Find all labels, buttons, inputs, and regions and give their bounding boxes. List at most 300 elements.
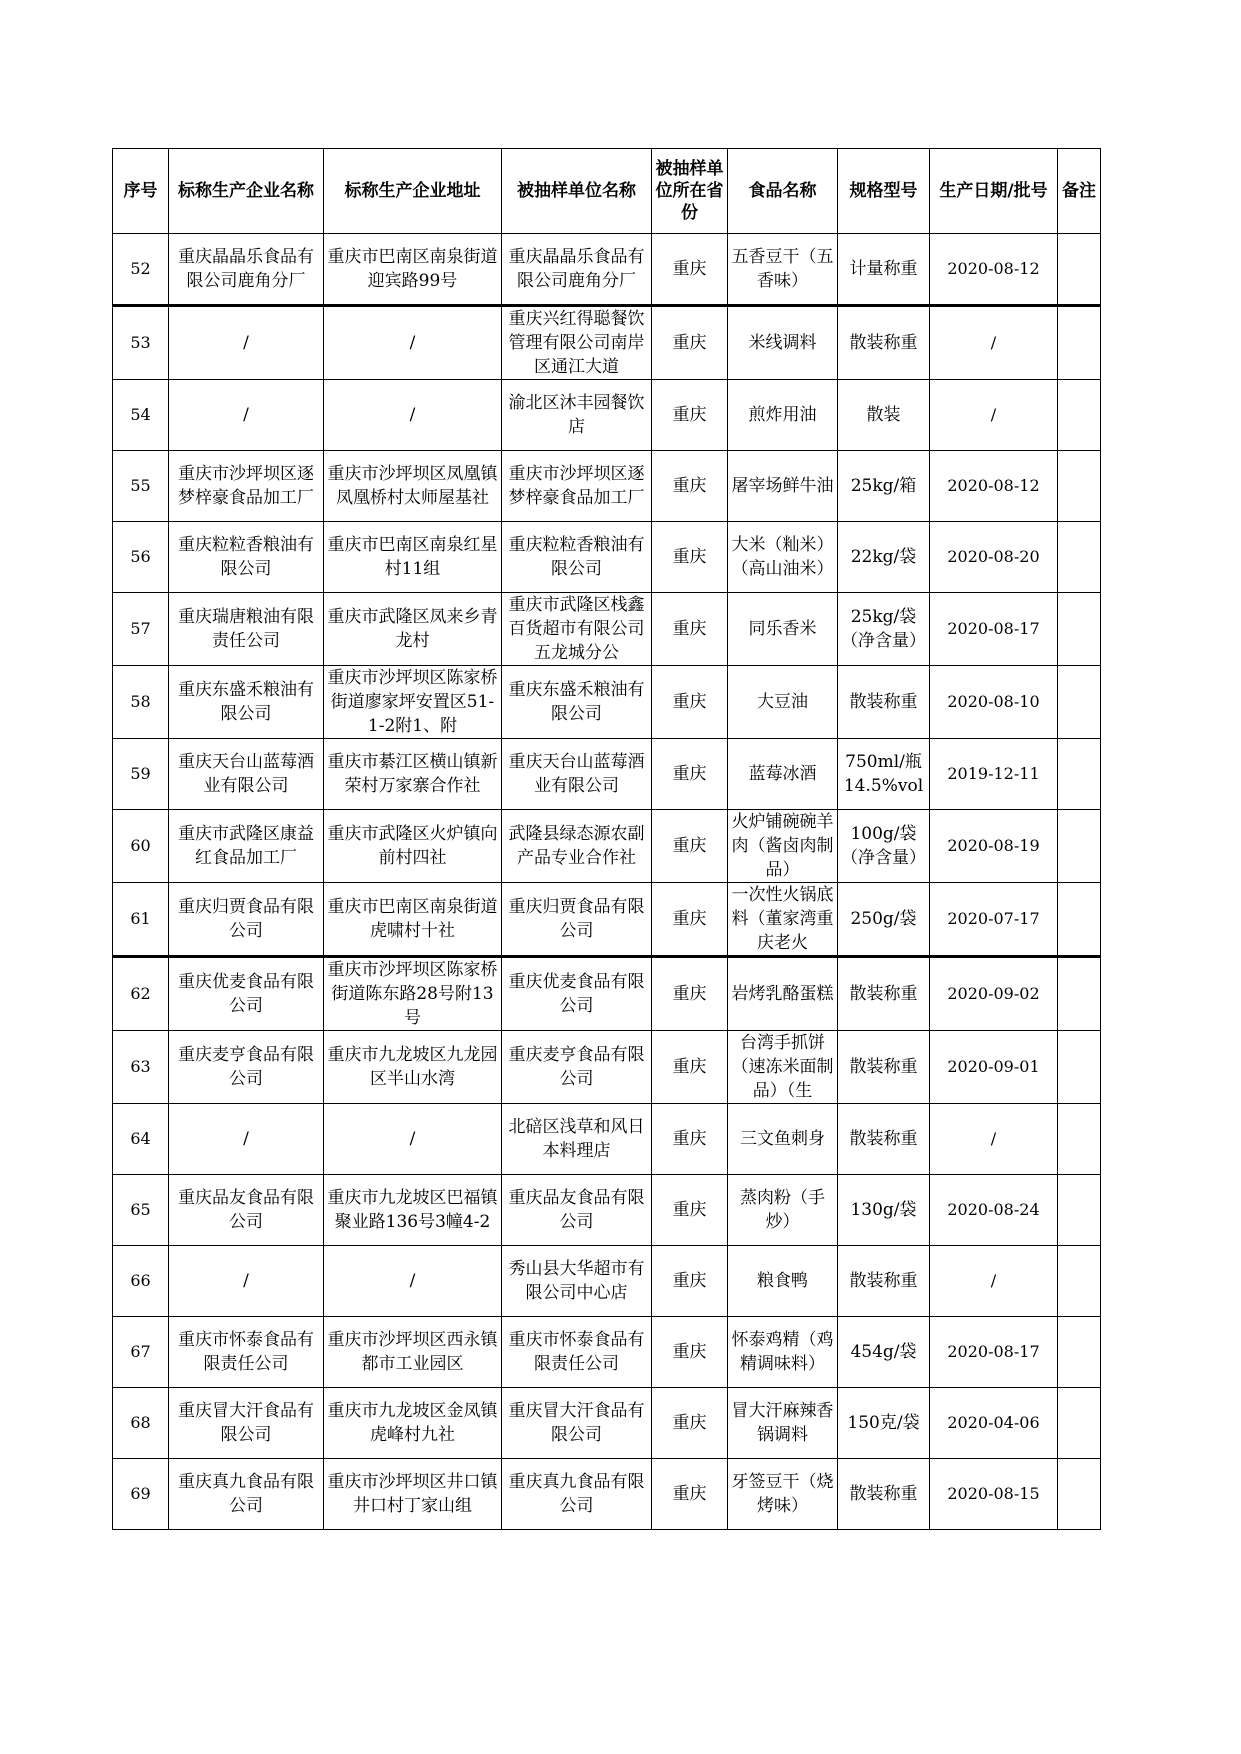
sampled-unit-cell bbox=[502, 1104, 652, 1175]
table-row bbox=[113, 522, 1101, 593]
sampled-unit-cell bbox=[502, 234, 652, 306]
food-name-cell bbox=[728, 1031, 838, 1104]
date-batch-cell bbox=[930, 306, 1058, 380]
manufacturer-cell bbox=[169, 306, 324, 380]
spec-cell bbox=[838, 883, 930, 957]
province-cell bbox=[652, 957, 728, 1031]
food-name-cell-text: 台湾手抓饼（速冻米面制品）（生 bbox=[731, 1033, 834, 1101]
manufacturer-address-cell bbox=[324, 380, 502, 451]
sampled-unit-cell-text: 重庆冒大汗食品有限公司 bbox=[508, 1401, 645, 1445]
food-name-cell bbox=[728, 593, 838, 666]
date-batch-cell-text: 2020-08-24 bbox=[947, 1200, 1040, 1219]
province-cell-text: 重庆 bbox=[672, 1484, 707, 1504]
manufacturer-address-cell-text: / bbox=[409, 1129, 416, 1149]
manufacturer-cell bbox=[169, 1175, 324, 1246]
seq-cell-text: 66 bbox=[130, 1271, 151, 1290]
manufacturer-address-cell bbox=[324, 451, 502, 522]
table-row bbox=[113, 593, 1101, 666]
seq-cell bbox=[113, 1246, 169, 1317]
table-row bbox=[113, 666, 1101, 739]
province-cell bbox=[652, 1388, 728, 1459]
manufacturer-address-cell bbox=[324, 1246, 502, 1317]
date-batch-cell bbox=[930, 957, 1058, 1031]
header-manufacturer: 标称生产企业名称 bbox=[169, 149, 324, 234]
manufacturer-address-cell-text: 重庆市九龙坡区九龙园区半山水湾 bbox=[327, 1045, 498, 1089]
seq-cell bbox=[113, 1459, 169, 1530]
province-cell-text: 重庆 bbox=[672, 764, 707, 784]
sampled-unit-cell-text: 渝北区沐丰园餐饮店 bbox=[508, 393, 645, 437]
spec-cell bbox=[838, 1459, 930, 1530]
remarks-cell bbox=[1058, 522, 1101, 593]
seq-cell bbox=[113, 593, 169, 666]
food-name-cell-text: 粮食鸭 bbox=[757, 1271, 808, 1291]
seq-cell bbox=[113, 522, 169, 593]
province-cell-text: 重庆 bbox=[672, 405, 707, 425]
sampled-unit-cell-text: 重庆晶晶乐食品有限公司鹿角分厂 bbox=[508, 247, 645, 291]
spec-cell-text: 250g/袋 bbox=[850, 909, 917, 929]
manufacturer-address-cell-text: / bbox=[409, 333, 416, 353]
sampled-unit-cell-text: 重庆天台山蓝莓酒业有限公司 bbox=[508, 752, 645, 796]
province-cell-text: 重庆 bbox=[672, 333, 707, 353]
food-name-cell bbox=[728, 1459, 838, 1530]
date-batch-cell-text: 2020-07-17 bbox=[947, 909, 1040, 928]
spec-cell-text: 散装称重 bbox=[849, 333, 918, 353]
date-batch-cell-text: 2020-08-17 bbox=[947, 619, 1040, 638]
sampled-unit-cell bbox=[502, 883, 652, 957]
manufacturer-cell bbox=[169, 522, 324, 593]
food-name-cell bbox=[728, 739, 838, 810]
table-row bbox=[113, 1175, 1101, 1246]
province-cell bbox=[652, 522, 728, 593]
manufacturer-address-cell bbox=[324, 234, 502, 306]
sampling-table bbox=[112, 148, 1101, 1530]
food-name-cell-text: 怀泰鸡精（鸡精调味料） bbox=[731, 1330, 834, 1374]
table-row bbox=[113, 1388, 1101, 1459]
province-cell-text: 重庆 bbox=[672, 836, 707, 856]
spec-cell bbox=[838, 451, 930, 522]
manufacturer-cell-text: 重庆品友食品有限公司 bbox=[178, 1188, 314, 1232]
manufacturer-cell-text: 重庆真九食品有限公司 bbox=[178, 1472, 314, 1516]
food-name-cell bbox=[728, 1246, 838, 1317]
sampled-unit-cell bbox=[502, 522, 652, 593]
manufacturer-address-cell bbox=[324, 739, 502, 810]
seq-cell bbox=[113, 739, 169, 810]
date-batch-cell-text: 2019-12-11 bbox=[947, 764, 1040, 783]
spec-cell-text: 散装称重 bbox=[849, 692, 918, 712]
province-cell-text: 重庆 bbox=[672, 1342, 707, 1362]
remarks-cell bbox=[1058, 306, 1101, 380]
sampled-unit-cell-text: 重庆市怀泰食品有限责任公司 bbox=[508, 1330, 645, 1374]
food-name-cell bbox=[728, 1388, 838, 1459]
sampled-unit-cell bbox=[502, 739, 652, 810]
province-cell-text: 重庆 bbox=[672, 1057, 707, 1077]
table-row bbox=[113, 1246, 1101, 1317]
manufacturer-address-cell bbox=[324, 957, 502, 1031]
header-food-name: 食品名称 bbox=[728, 149, 838, 234]
sampled-unit-cell-text: 重庆市沙坪坝区逐梦梓豪食品加工厂 bbox=[508, 464, 645, 508]
date-batch-cell bbox=[930, 593, 1058, 666]
table-row bbox=[113, 1459, 1101, 1530]
food-name-cell-text: 屠宰场鲜牛油 bbox=[731, 476, 834, 496]
date-batch-cell-text: / bbox=[990, 333, 997, 352]
manufacturer-address-cell-text: 重庆市巴南区南泉红星村11组 bbox=[327, 535, 498, 579]
manufacturer-address-cell-text: 重庆市巴南区南泉街道迎宾路99号 bbox=[327, 247, 498, 291]
sampled-unit-cell-text: 重庆兴红得聪餐饮管理有限公司南岸区通江大道 bbox=[508, 309, 645, 377]
province-cell bbox=[652, 1317, 728, 1388]
spec-cell-text: 100g/袋（净含量） bbox=[841, 824, 926, 868]
manufacturer-cell bbox=[169, 234, 324, 306]
header-row bbox=[113, 149, 1101, 234]
date-batch-cell-text: 2020-08-12 bbox=[947, 259, 1040, 278]
remarks-cell bbox=[1058, 1459, 1101, 1530]
food-name-cell-text: 蒸肉粉（手炒） bbox=[740, 1188, 825, 1232]
province-cell bbox=[652, 1031, 728, 1104]
seq-cell bbox=[113, 1388, 169, 1459]
manufacturer-cell-text: / bbox=[243, 1129, 249, 1149]
manufacturer-cell bbox=[169, 957, 324, 1031]
seq-cell-text: 69 bbox=[130, 1484, 151, 1503]
sampled-unit-cell-text: 重庆麦亨食品有限公司 bbox=[508, 1045, 645, 1089]
spec-cell bbox=[838, 1388, 930, 1459]
food-name-cell-text: 火炉铺碗碗羊肉（酱卤肉制品） bbox=[731, 812, 834, 880]
manufacturer-cell-text: 重庆归贾食品有限公司 bbox=[178, 897, 314, 941]
sampled-unit-cell-text: 重庆优麦食品有限公司 bbox=[508, 972, 645, 1016]
food-name-cell-text: 三文鱼刺身 bbox=[740, 1129, 825, 1149]
sampled-unit-cell bbox=[502, 1388, 652, 1459]
header-date-batch: 生产日期/批号 bbox=[930, 149, 1058, 234]
manufacturer-address-cell-text: 重庆市九龙坡区巴福镇聚业路136号3幢4-2 bbox=[327, 1188, 498, 1232]
province-cell bbox=[652, 1246, 728, 1317]
manufacturer-address-cell-text: 重庆市沙坪坝区井口镇井口村丁家山组 bbox=[327, 1472, 498, 1516]
spec-cell-text: 454g/袋 bbox=[850, 1342, 917, 1362]
sampled-unit-cell bbox=[502, 593, 652, 666]
province-cell bbox=[652, 1175, 728, 1246]
food-name-cell-text: 岩烤乳酪蛋糕 bbox=[731, 984, 834, 1004]
seq-cell-text: 65 bbox=[130, 1200, 151, 1219]
header-spec: 规格型号 bbox=[838, 149, 930, 234]
sampling-results-sheet bbox=[112, 148, 1101, 1530]
food-name-cell bbox=[728, 234, 838, 306]
manufacturer-address-cell-text: 重庆市武隆区火炉镇向前村四社 bbox=[327, 824, 498, 868]
sampled-unit-cell bbox=[502, 1175, 652, 1246]
spec-cell-text: 散装称重 bbox=[849, 1129, 918, 1149]
manufacturer-cell-text: 重庆冒大汗食品有限公司 bbox=[178, 1401, 314, 1445]
header-remarks: 备注 bbox=[1058, 149, 1101, 234]
sampled-unit-cell bbox=[502, 1317, 652, 1388]
food-name-cell-text: 牙签豆干（烧烤味） bbox=[731, 1472, 834, 1516]
remarks-cell bbox=[1058, 593, 1101, 666]
sampled-unit-cell bbox=[502, 1031, 652, 1104]
food-name-cell bbox=[728, 522, 838, 593]
seq-cell bbox=[113, 451, 169, 522]
food-name-cell-text: 米线调料 bbox=[748, 333, 817, 353]
date-batch-cell-text: 2020-08-17 bbox=[947, 1342, 1040, 1361]
province-cell-text: 重庆 bbox=[672, 619, 707, 639]
manufacturer-cell-text: / bbox=[243, 1271, 249, 1291]
date-batch-cell bbox=[930, 1031, 1058, 1104]
manufacturer-address-cell-text: 重庆市綦江区横山镇新荣村万家寨合作社 bbox=[327, 752, 498, 796]
seq-cell-text: 59 bbox=[130, 764, 151, 783]
food-name-cell-text: 大米（籼米）（高山油米） bbox=[731, 535, 834, 579]
date-batch-cell-text: 2020-08-15 bbox=[947, 1484, 1040, 1503]
sampled-unit-cell-text: 武隆县绿态源农副产品专业合作社 bbox=[508, 824, 645, 868]
seq-cell-text: 63 bbox=[130, 1057, 151, 1076]
date-batch-cell-text: 2020-08-12 bbox=[947, 476, 1040, 495]
seq-cell-text: 61 bbox=[130, 909, 151, 928]
sampled-unit-cell-text: 重庆市武隆区栈鑫百货超市有限公司五龙城分公 bbox=[508, 595, 645, 663]
seq-cell bbox=[113, 234, 169, 306]
date-batch-cell bbox=[930, 666, 1058, 739]
remarks-cell bbox=[1058, 234, 1101, 306]
seq-cell-text: 67 bbox=[130, 1342, 151, 1361]
manufacturer-address-cell bbox=[324, 306, 502, 380]
seq-cell-text: 62 bbox=[130, 984, 151, 1003]
manufacturer-address-cell-text: / bbox=[409, 405, 416, 425]
spec-cell bbox=[838, 380, 930, 451]
province-cell-text: 重庆 bbox=[672, 476, 707, 496]
province-cell bbox=[652, 593, 728, 666]
food-name-cell bbox=[728, 666, 838, 739]
province-cell-text: 重庆 bbox=[672, 547, 707, 567]
remarks-cell bbox=[1058, 810, 1101, 883]
food-name-cell-text: 大豆油 bbox=[757, 692, 808, 712]
remarks-cell bbox=[1058, 1317, 1101, 1388]
manufacturer-cell bbox=[169, 593, 324, 666]
table-row bbox=[113, 451, 1101, 522]
table-row bbox=[113, 1317, 1101, 1388]
sampled-unit-cell-text: 重庆品友食品有限公司 bbox=[508, 1188, 645, 1232]
table-row bbox=[113, 957, 1101, 1031]
spec-cell bbox=[838, 666, 930, 739]
manufacturer-address-cell bbox=[324, 810, 502, 883]
seq-cell-text: 64 bbox=[130, 1129, 151, 1148]
spec-cell-text: 散装 bbox=[866, 405, 901, 425]
date-batch-cell-text: 2020-09-01 bbox=[947, 1057, 1040, 1076]
seq-cell bbox=[113, 380, 169, 451]
seq-cell-text: 57 bbox=[130, 619, 151, 638]
sampled-unit-cell bbox=[502, 451, 652, 522]
sampled-unit-cell bbox=[502, 810, 652, 883]
manufacturer-address-cell-text: / bbox=[409, 1271, 416, 1291]
spec-cell-text: 散装称重 bbox=[849, 1057, 918, 1077]
remarks-cell bbox=[1058, 1388, 1101, 1459]
sampled-unit-cell bbox=[502, 1459, 652, 1530]
sampled-unit-cell-text: 重庆东盛禾粮油有限公司 bbox=[508, 680, 645, 724]
province-cell-text: 重庆 bbox=[672, 1413, 707, 1433]
seq-cell bbox=[113, 1175, 169, 1246]
spec-cell bbox=[838, 306, 930, 380]
seq-cell-text: 54 bbox=[130, 405, 151, 424]
spec-cell bbox=[838, 1031, 930, 1104]
manufacturer-cell-text: 重庆麦亨食品有限公司 bbox=[178, 1045, 314, 1089]
manufacturer-address-cell-text: 重庆市武隆区凤来乡青龙村 bbox=[327, 607, 498, 651]
remarks-cell bbox=[1058, 666, 1101, 739]
date-batch-cell bbox=[930, 380, 1058, 451]
seq-cell bbox=[113, 306, 169, 380]
date-batch-cell-text: / bbox=[990, 1271, 997, 1290]
province-cell bbox=[652, 451, 728, 522]
seq-cell bbox=[113, 1031, 169, 1104]
date-batch-cell-text: 2020-04-06 bbox=[947, 1413, 1040, 1432]
province-cell-text: 重庆 bbox=[672, 692, 707, 712]
seq-cell-text: 68 bbox=[130, 1413, 151, 1432]
spec-cell-text: 150克/袋 bbox=[847, 1413, 920, 1433]
spec-cell bbox=[838, 739, 930, 810]
header-province: 被抽样单位所在省份 bbox=[652, 149, 728, 234]
manufacturer-cell-text: 重庆市武隆区康益红食品加工厂 bbox=[178, 824, 314, 868]
spec-cell-text: 计量称重 bbox=[849, 259, 918, 279]
spec-cell-text: 750ml/瓶14.5%vol bbox=[843, 752, 924, 796]
manufacturer-cell-text: / bbox=[243, 333, 249, 353]
date-batch-cell-text: 2020-08-19 bbox=[947, 836, 1040, 855]
manufacturer-address-cell bbox=[324, 593, 502, 666]
manufacturer-cell-text: 重庆东盛禾粮油有限公司 bbox=[178, 680, 314, 724]
sampled-unit-cell-text: 秀山县大华超市有限公司中心店 bbox=[508, 1259, 645, 1303]
manufacturer-cell-text: 重庆优麦食品有限公司 bbox=[178, 972, 314, 1016]
manufacturer-cell bbox=[169, 380, 324, 451]
date-batch-cell bbox=[930, 810, 1058, 883]
remarks-cell bbox=[1058, 451, 1101, 522]
province-cell-text: 重庆 bbox=[672, 259, 707, 279]
spec-cell-text: 25kg/袋（净含量） bbox=[841, 607, 926, 651]
table-body bbox=[113, 234, 1101, 1530]
seq-cell-text: 53 bbox=[130, 333, 151, 352]
seq-cell-text: 60 bbox=[130, 836, 151, 855]
table-row bbox=[113, 1104, 1101, 1175]
food-name-cell-text: 冒大汗麻辣香锅调料 bbox=[731, 1401, 834, 1445]
seq-cell bbox=[113, 957, 169, 1031]
manufacturer-address-cell-text: 重庆市沙坪坝区陈家桥街道陈东路28号附13号 bbox=[327, 960, 498, 1028]
sampled-unit-cell bbox=[502, 957, 652, 1031]
spec-cell-text: 22kg/袋 bbox=[850, 547, 917, 567]
manufacturer-address-cell bbox=[324, 1031, 502, 1104]
seq-cell-text: 58 bbox=[130, 692, 151, 711]
manufacturer-address-cell-text: 重庆市沙坪坝区凤凰镇凤凰桥村太师屋基社 bbox=[327, 464, 498, 508]
province-cell bbox=[652, 666, 728, 739]
remarks-cell bbox=[1058, 1031, 1101, 1104]
province-cell-text: 重庆 bbox=[672, 1200, 707, 1220]
sampled-unit-cell-text: 北碚区浅草和风日本料理店 bbox=[508, 1117, 645, 1161]
table-row bbox=[113, 810, 1101, 883]
date-batch-cell bbox=[930, 1317, 1058, 1388]
table-row bbox=[113, 739, 1101, 810]
spec-cell-text: 散装称重 bbox=[849, 984, 918, 1004]
date-batch-cell bbox=[930, 1459, 1058, 1530]
manufacturer-cell-text: 重庆晶晶乐食品有限公司鹿角分厂 bbox=[178, 247, 314, 291]
spec-cell bbox=[838, 957, 930, 1031]
header-seq: 序号 bbox=[113, 149, 169, 234]
date-batch-cell bbox=[930, 451, 1058, 522]
spec-cell bbox=[838, 1175, 930, 1246]
province-cell-text: 重庆 bbox=[672, 909, 707, 929]
food-name-cell bbox=[728, 1317, 838, 1388]
date-batch-cell-text: 2020-08-20 bbox=[947, 547, 1040, 566]
food-name-cell bbox=[728, 1104, 838, 1175]
food-name-cell bbox=[728, 883, 838, 957]
manufacturer-cell bbox=[169, 810, 324, 883]
spec-cell-text: 25kg/箱 bbox=[850, 476, 917, 496]
food-name-cell bbox=[728, 957, 838, 1031]
date-batch-cell bbox=[930, 1246, 1058, 1317]
manufacturer-address-cell bbox=[324, 883, 502, 957]
seq-cell-text: 52 bbox=[130, 259, 151, 278]
seq-cell bbox=[113, 666, 169, 739]
province-cell bbox=[652, 883, 728, 957]
table-row bbox=[113, 306, 1101, 380]
province-cell bbox=[652, 810, 728, 883]
remarks-cell bbox=[1058, 883, 1101, 957]
province-cell bbox=[652, 380, 728, 451]
date-batch-cell bbox=[930, 739, 1058, 810]
province-cell bbox=[652, 1104, 728, 1175]
manufacturer-cell-text: 重庆瑞唐粮油有限责任公司 bbox=[178, 607, 314, 651]
date-batch-cell-text: 2020-09-02 bbox=[947, 984, 1040, 1003]
spec-cell-text: 散装称重 bbox=[849, 1271, 918, 1291]
manufacturer-cell bbox=[169, 451, 324, 522]
food-name-cell-text: 同乐香米 bbox=[748, 619, 817, 639]
remarks-cell bbox=[1058, 380, 1101, 451]
date-batch-cell-text: / bbox=[990, 1129, 997, 1148]
manufacturer-address-cell bbox=[324, 1317, 502, 1388]
food-name-cell bbox=[728, 451, 838, 522]
seq-cell bbox=[113, 883, 169, 957]
sampled-unit-cell bbox=[502, 380, 652, 451]
manufacturer-address-cell bbox=[324, 1104, 502, 1175]
date-batch-cell bbox=[930, 1104, 1058, 1175]
date-batch-cell-text: 2020-08-10 bbox=[947, 692, 1040, 711]
manufacturer-address-cell bbox=[324, 666, 502, 739]
spec-cell bbox=[838, 1104, 930, 1175]
sampled-unit-cell-text: 重庆归贾食品有限公司 bbox=[508, 897, 645, 941]
manufacturer-cell bbox=[169, 666, 324, 739]
manufacturer-cell bbox=[169, 1459, 324, 1530]
spec-cell bbox=[838, 234, 930, 306]
food-name-cell-text: 蓝莓冰酒 bbox=[748, 764, 817, 784]
manufacturer-address-cell-text: 重庆市巴南区南泉街道虎啸村十社 bbox=[327, 897, 498, 941]
table-row bbox=[113, 1031, 1101, 1104]
date-batch-cell-text: / bbox=[990, 405, 997, 424]
manufacturer-cell bbox=[169, 1388, 324, 1459]
manufacturer-cell bbox=[169, 1246, 324, 1317]
seq-cell bbox=[113, 1317, 169, 1388]
manufacturer-cell-text: 重庆市怀泰食品有限责任公司 bbox=[178, 1330, 314, 1374]
date-batch-cell bbox=[930, 522, 1058, 593]
food-name-cell bbox=[728, 380, 838, 451]
spec-cell bbox=[838, 810, 930, 883]
province-cell-text: 重庆 bbox=[672, 1129, 707, 1149]
spec-cell bbox=[838, 522, 930, 593]
manufacturer-cell bbox=[169, 883, 324, 957]
manufacturer-address-cell bbox=[324, 1459, 502, 1530]
remarks-cell bbox=[1058, 1246, 1101, 1317]
spec-cell bbox=[838, 1246, 930, 1317]
date-batch-cell bbox=[930, 234, 1058, 306]
header-manufacturer-address: 标称生产企业地址 bbox=[324, 149, 502, 234]
sampled-unit-cell-text: 重庆粒粒香粮油有限公司 bbox=[508, 535, 645, 579]
province-cell bbox=[652, 306, 728, 380]
province-cell-text: 重庆 bbox=[672, 1271, 707, 1291]
manufacturer-address-cell bbox=[324, 522, 502, 593]
date-batch-cell bbox=[930, 1388, 1058, 1459]
manufacturer-address-cell-text: 重庆市沙坪坝区西永镇都市工业园区 bbox=[327, 1330, 498, 1374]
sampled-unit-cell bbox=[502, 1246, 652, 1317]
manufacturer-cell-text: / bbox=[243, 405, 249, 425]
manufacturer-address-cell bbox=[324, 1388, 502, 1459]
spec-cell bbox=[838, 593, 930, 666]
food-name-cell bbox=[728, 810, 838, 883]
food-name-cell bbox=[728, 1175, 838, 1246]
manufacturer-cell bbox=[169, 739, 324, 810]
